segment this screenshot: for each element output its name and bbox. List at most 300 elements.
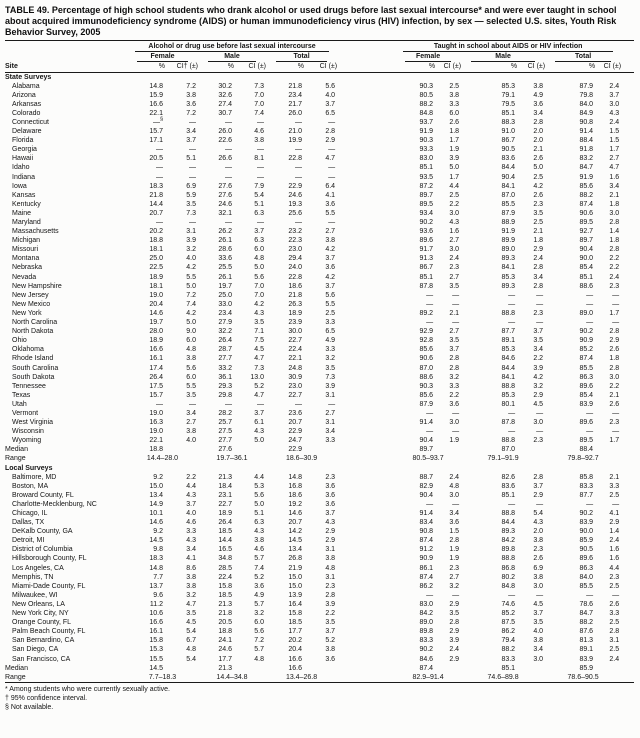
- value-cell: 23.2: [288, 228, 302, 236]
- table-row: [5, 200, 634, 209]
- column-header-row: [5, 62, 634, 72]
- value-cell: 30.9: [288, 373, 302, 381]
- site-name: Dallas, TX: [12, 519, 45, 527]
- value-cell: 2.4: [449, 473, 460, 481]
- value-cell: 16.3: [149, 419, 163, 427]
- value-cell: 81.3: [579, 637, 594, 645]
- subgroup-total: Total: [545, 52, 621, 62]
- value-cell: 85.6: [419, 346, 434, 354]
- value-cell: 25.0: [149, 255, 163, 263]
- section-header-row: [5, 464, 634, 473]
- value-cell: 3.3: [186, 528, 196, 536]
- value-cell: 4.1: [325, 191, 336, 199]
- value-cell: 2.5: [325, 309, 336, 317]
- value-cell: 25.7: [218, 419, 232, 427]
- value-cell: 26.4: [218, 519, 232, 527]
- value-cell: 3.6: [449, 400, 460, 408]
- value-cell: 3.0: [609, 373, 620, 381]
- value-cell: 2.2: [449, 391, 460, 399]
- value-cell: 22.8: [288, 155, 302, 163]
- value-cell: 85.3: [501, 273, 516, 281]
- value-cell: —: [328, 118, 336, 126]
- value-cell: 90.0: [579, 255, 594, 263]
- value-cell: 83.0: [419, 155, 434, 163]
- spacer-cell: [337, 118, 395, 127]
- value-cell: 90.2: [419, 646, 434, 654]
- value-cell: 3.8: [533, 637, 544, 645]
- value-cell: 3.0: [449, 419, 460, 427]
- value-cell: 3.8: [186, 428, 196, 436]
- table-row: [5, 145, 634, 154]
- spacer-cell: [337, 291, 395, 300]
- value-cell: 84.1: [501, 182, 516, 190]
- spacer-cell: [337, 154, 395, 163]
- spacer-cell: [621, 554, 634, 563]
- value-cell: 17.7: [218, 655, 232, 663]
- value-cell: 82.6: [501, 473, 516, 481]
- value-cell: 2.3: [609, 573, 620, 581]
- value-cell: 91.9: [579, 173, 594, 181]
- value-cell: —: [257, 146, 264, 154]
- site-name: District of Columbia: [12, 546, 73, 554]
- spacer-cell: [621, 327, 634, 336]
- value-cell: 21.8: [149, 191, 163, 199]
- value-cell: 1.9: [449, 146, 460, 154]
- value-cell: 6.5: [325, 109, 336, 117]
- range-value: 82.9–91.4: [412, 673, 444, 681]
- value-cell: —: [426, 291, 434, 299]
- value-cell: 91.9: [419, 128, 434, 136]
- spacer-cell: [5, 42, 127, 52]
- spacer-cell: [337, 564, 395, 573]
- value-cell: 3.8: [186, 355, 196, 363]
- value-cell: —: [536, 291, 544, 299]
- spacer-cell: [337, 309, 395, 318]
- site-name: Los Angeles, CA: [12, 564, 64, 572]
- value-cell: 1.8: [449, 128, 460, 136]
- value-cell: 3.6: [325, 200, 336, 208]
- value-cell: 87.4: [579, 200, 594, 208]
- site-name: Kansas: [12, 191, 36, 199]
- value-cell: 2.9: [325, 537, 336, 545]
- site-name: Delaware: [12, 128, 42, 136]
- value-cell: —: [586, 300, 594, 308]
- value-cell: 87.0: [419, 364, 434, 372]
- value-cell: 27.6: [218, 182, 232, 190]
- value-cell: 84.4: [501, 364, 516, 372]
- value-cell: 6.0: [254, 619, 264, 627]
- site-name: New Orleans, LA: [12, 600, 65, 608]
- value-cell: 2.6: [533, 155, 544, 163]
- value-cell: 88.7: [419, 473, 434, 481]
- site-name: North Dakota: [12, 328, 54, 336]
- value-cell: 2.2: [609, 264, 620, 272]
- table-row: [5, 655, 634, 664]
- value-cell: 4.3: [254, 428, 264, 436]
- spacer-cell: [337, 318, 395, 327]
- value-cell: 88.4: [579, 137, 594, 145]
- value-cell: 21.7: [288, 100, 302, 108]
- value-cell: 89.2: [419, 309, 434, 317]
- value-cell: 90.0: [579, 528, 594, 536]
- value-cell: —: [225, 164, 232, 172]
- value-cell: 1.8: [609, 200, 620, 208]
- value-cell: 24.0: [288, 264, 302, 272]
- value-cell: 2.7: [325, 228, 336, 236]
- spacer-cell: [621, 536, 634, 545]
- spacer-cell: [621, 263, 634, 272]
- value-cell: —: [586, 428, 594, 436]
- value-cell: 5.4: [533, 510, 544, 517]
- value-cell: 15.7: [149, 391, 163, 399]
- value-cell: 79.8: [579, 91, 594, 99]
- site-name: Orange County, FL: [12, 619, 72, 627]
- site-name: Ohio: [12, 337, 27, 345]
- value-cell: 90.4: [419, 437, 434, 445]
- site-name: San Bernardino, CA: [12, 637, 75, 645]
- value-cell: 15.8: [288, 610, 302, 618]
- value-cell: 4.4: [254, 473, 264, 481]
- table-row: [5, 645, 634, 654]
- value-cell: 20.4: [149, 300, 163, 308]
- value-cell: 18.1: [149, 246, 163, 254]
- site-name: Arkansas: [12, 100, 42, 108]
- value-cell: 3.7: [533, 610, 544, 618]
- value-cell: 14.4: [218, 537, 232, 545]
- median-value: 27.6: [218, 446, 232, 454]
- site-name: DeKalb County, GA: [12, 528, 73, 536]
- value-cell: 2.6: [609, 400, 620, 408]
- value-cell: 33.2: [218, 364, 232, 372]
- value-cell: —: [612, 500, 620, 508]
- value-cell: 30.0: [288, 328, 302, 336]
- value-cell: 87.4: [579, 355, 594, 363]
- value-cell: 7.9: [254, 182, 264, 190]
- value-cell: 4.0: [186, 255, 196, 263]
- table-row: [5, 227, 634, 236]
- value-cell: 82.9: [419, 482, 434, 490]
- value-cell: —: [612, 409, 620, 417]
- value-cell: 2.2: [325, 610, 336, 618]
- value-cell: 26.4: [149, 373, 163, 381]
- value-cell: 5.1: [254, 200, 264, 208]
- median-value: 87.4: [419, 664, 434, 672]
- site-name: Detroit, MI: [12, 537, 45, 545]
- value-cell: 3.9: [325, 600, 336, 608]
- spacer-cell: [621, 509, 634, 518]
- value-cell: 26.8: [288, 555, 302, 563]
- value-cell: 27.4: [218, 100, 232, 108]
- spacer-cell: [337, 254, 395, 263]
- value-cell: 5.9: [186, 191, 196, 199]
- site-name: North Carolina: [12, 319, 58, 327]
- value-cell: 2.7: [186, 419, 196, 427]
- value-cell: 3.5: [449, 610, 460, 618]
- value-cell: 16.6: [149, 346, 163, 354]
- value-cell: 32.2: [218, 328, 232, 336]
- value-cell: 3.3: [325, 346, 336, 354]
- value-cell: 87.9: [501, 209, 516, 217]
- value-cell: 3.6: [325, 491, 336, 499]
- value-cell: 1.4: [609, 528, 620, 536]
- value-cell: 18.4: [218, 482, 232, 490]
- site-name: Tennessee: [12, 382, 46, 390]
- value-cell: 2.6: [609, 600, 620, 608]
- value-cell: 7.2: [186, 291, 196, 299]
- value-cell: —: [156, 146, 163, 154]
- spacer-cell: [621, 400, 634, 409]
- value-cell: 3.4: [186, 128, 196, 136]
- value-cell: 5.4: [254, 191, 264, 199]
- value-cell: 33.6: [218, 255, 232, 263]
- value-cell: 2.8: [325, 591, 336, 599]
- spacer-cell: [621, 527, 634, 536]
- value-cell: 3.7: [325, 100, 336, 108]
- value-cell: 3.8: [186, 573, 196, 581]
- value-cell: 2.7: [325, 409, 336, 417]
- value-cell: 18.9: [218, 510, 232, 517]
- value-cell: 2.8: [449, 619, 460, 627]
- table-row: [5, 591, 634, 600]
- value-cell: 84.8: [419, 109, 434, 117]
- value-cell: 90.3: [419, 137, 434, 145]
- value-cell: 93.3: [419, 146, 434, 154]
- spacer-cell: [337, 509, 395, 518]
- value-cell: 23.4: [218, 309, 232, 317]
- value-cell: 3.9: [449, 155, 460, 163]
- value-cell: 25.6: [288, 209, 302, 217]
- table-row: [5, 527, 634, 536]
- value-cell: 7.1: [254, 328, 264, 336]
- value-cell: 19.7: [218, 282, 232, 290]
- spacer-cell: [621, 82, 634, 91]
- spacer-cell: [337, 673, 395, 683]
- value-cell: 18.5: [218, 591, 232, 599]
- value-cell: 1.5: [609, 137, 620, 145]
- value-cell: 91.9: [501, 228, 516, 236]
- value-cell: 2.3: [325, 582, 336, 590]
- table-row: [5, 609, 634, 618]
- table-row: [5, 500, 634, 509]
- value-cell: 3.8: [533, 537, 544, 545]
- table-row: [5, 636, 634, 645]
- value-cell: —: [586, 319, 594, 327]
- value-cell: 2.5: [609, 619, 620, 627]
- value-cell: 22.6: [218, 137, 232, 145]
- spacer-cell: [337, 182, 395, 191]
- value-cell: 22.7: [288, 391, 302, 399]
- value-cell: 90.9: [579, 337, 594, 345]
- site-name: Maine: [12, 209, 32, 217]
- value-cell: 86.3: [579, 564, 594, 572]
- value-cell: —: [189, 164, 196, 172]
- spacer-cell: [621, 473, 634, 482]
- value-cell: 6.9: [186, 182, 196, 190]
- table-row: [5, 254, 634, 263]
- value-cell: 3.1: [325, 419, 336, 427]
- value-cell: 20.5: [149, 155, 163, 163]
- value-cell: 3.5: [449, 282, 460, 290]
- value-cell: 2.8: [609, 246, 620, 254]
- value-cell: —: [452, 300, 460, 308]
- value-cell: 9.2: [153, 528, 163, 536]
- value-cell: 6.5: [325, 328, 336, 336]
- value-cell: —: [189, 146, 196, 154]
- value-cell: 2.9: [533, 491, 544, 499]
- value-cell: 13.7: [149, 582, 163, 590]
- value-cell: 80.5: [419, 91, 434, 99]
- value-cell: 15.0: [149, 482, 163, 490]
- value-cell: 20.2: [149, 228, 163, 236]
- value-cell: 1.7: [609, 146, 620, 154]
- value-cell: 26.1: [218, 273, 232, 281]
- site-name: Nevada: [12, 273, 37, 281]
- spacer-cell: [435, 664, 461, 673]
- median-label: Median: [5, 446, 28, 454]
- spacer-cell: [621, 418, 634, 427]
- value-cell: 90.4: [579, 246, 594, 254]
- value-cell: 3.7: [325, 628, 336, 636]
- spacer-cell: [621, 136, 634, 145]
- value-cell: —: [612, 428, 620, 436]
- site-name: Massachusetts: [12, 228, 59, 236]
- value-cell: 83.9: [579, 655, 594, 663]
- value-cell: 2.8: [449, 355, 460, 363]
- value-cell: 2.9: [449, 655, 460, 663]
- value-cell: 22.7: [288, 337, 302, 345]
- spacer-cell: [621, 427, 634, 436]
- value-cell: 4.1: [186, 555, 196, 563]
- value-cell: 7.4: [254, 564, 264, 572]
- value-cell: 2.3: [609, 282, 620, 290]
- spacer-cell: [337, 245, 395, 254]
- value-cell: 1.7: [609, 309, 620, 317]
- spacer-cell: [337, 109, 395, 118]
- value-cell: 3.8: [325, 237, 336, 245]
- value-cell: 15.0: [288, 582, 302, 590]
- value-cell: 34.8: [218, 555, 232, 563]
- value-cell: 3.2: [186, 246, 196, 254]
- value-cell: 2.5: [609, 491, 620, 499]
- value-cell: 83.3: [501, 655, 516, 663]
- value-cell: 21.8: [288, 82, 302, 90]
- spacer-cell: [621, 545, 634, 554]
- value-cell: 3.4: [186, 409, 196, 417]
- value-cell: 2.2: [533, 355, 544, 363]
- value-cell: 83.0: [419, 600, 434, 608]
- value-cell: 24.7: [288, 437, 302, 445]
- spacer-cell: [337, 655, 395, 664]
- value-cell: 13.4: [149, 491, 163, 499]
- value-cell: 3.1: [186, 228, 196, 236]
- value-cell: 85.5: [579, 582, 594, 590]
- value-cell: 14.5: [288, 537, 302, 545]
- value-cell: —: [508, 500, 516, 508]
- spacer-cell: [621, 236, 634, 245]
- value-cell: —: [612, 291, 620, 299]
- spacer-cell: [621, 664, 634, 673]
- value-cell: 23.0: [288, 246, 302, 254]
- spacer-cell: [621, 182, 634, 191]
- site-name: Boston, MA: [12, 482, 49, 490]
- spacer-cell: [621, 618, 634, 627]
- value-cell: —: [586, 409, 594, 417]
- value-cell: 80.2: [501, 573, 516, 581]
- spacer-cell: [337, 645, 395, 654]
- value-cell: 88.8: [501, 382, 516, 390]
- value-cell: 2.3: [533, 309, 544, 317]
- value-cell: —: [426, 300, 434, 308]
- value-cell: 33.0: [218, 300, 232, 308]
- value-cell: 2.4: [609, 655, 620, 663]
- value-cell: 13.0: [250, 373, 264, 381]
- value-cell: 85.1: [501, 491, 516, 499]
- value-cell: 15.3: [149, 646, 163, 654]
- value-cell: 3.0: [533, 419, 544, 427]
- spacer-cell: [234, 664, 266, 673]
- value-cell: 4.3: [325, 519, 336, 527]
- value-cell: 10.6: [149, 610, 163, 618]
- value-cell: 2.1: [533, 146, 544, 154]
- value-cell: 88.2: [579, 619, 594, 627]
- spacer-cell: [337, 591, 395, 600]
- value-cell: 1.9: [449, 555, 460, 563]
- value-cell: 10.1: [149, 510, 163, 517]
- median-value: 16.6: [288, 664, 302, 672]
- value-cell: 85.9: [579, 537, 594, 545]
- value-cell: 21.3: [218, 600, 232, 608]
- value-cell: 22.1: [149, 437, 163, 445]
- value-cell: 83.2: [579, 155, 594, 163]
- value-cell: 93.5: [419, 173, 434, 181]
- value-cell: 90.6: [579, 209, 594, 217]
- table-row: [5, 627, 634, 636]
- value-cell: 3.3: [609, 610, 620, 618]
- table-row: [5, 209, 634, 218]
- spacer-cell: [621, 109, 634, 118]
- range-value: 7.7–18.3: [148, 673, 177, 681]
- value-cell: 20.7: [288, 419, 302, 427]
- value-cell: 3.3: [325, 319, 336, 327]
- spacer-cell: [337, 609, 395, 618]
- value-cell: 4.9: [325, 337, 336, 345]
- value-cell: 91.0: [501, 128, 516, 136]
- value-cell: —: [295, 164, 302, 172]
- value-cell: 83.9: [579, 519, 594, 527]
- value-cell: 3.7: [254, 409, 264, 417]
- value-cell: 2.2: [449, 200, 460, 208]
- spacer-cell: [621, 291, 634, 300]
- spacer-cell: [337, 545, 395, 554]
- spacer-cell: [337, 554, 395, 563]
- table-row: [5, 436, 634, 445]
- value-cell: 89.6: [419, 237, 434, 245]
- value-cell: —: [225, 219, 232, 226]
- value-cell: 2.9: [533, 246, 544, 254]
- site-name: Chicago, IL: [12, 510, 48, 517]
- value-cell: 3.6: [186, 100, 196, 108]
- value-cell: 2.9: [533, 391, 544, 399]
- range-label: Range: [5, 455, 26, 463]
- spacer-cell: [621, 191, 634, 200]
- value-cell: 85.3: [501, 82, 516, 90]
- value-cell: 5.7: [254, 646, 264, 654]
- value-cell: 86.8: [501, 564, 516, 572]
- value-cell: 3.8: [533, 82, 544, 90]
- value-cell: 3.4: [325, 428, 336, 436]
- value-cell: 5.5: [325, 209, 336, 217]
- value-cell: 14.2: [288, 528, 302, 536]
